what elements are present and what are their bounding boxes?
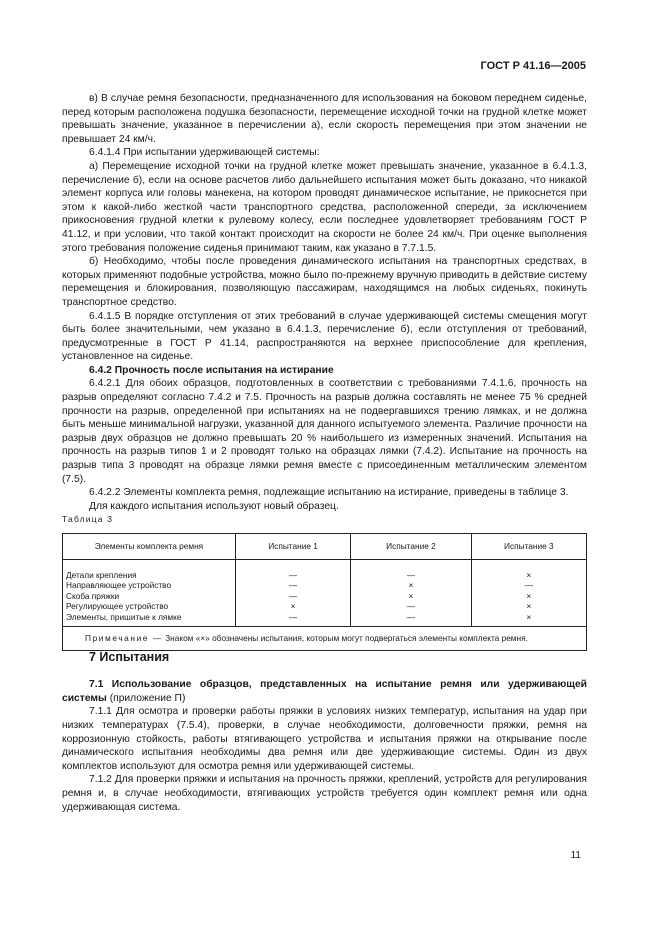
table-cell: Детали крепления xyxy=(63,559,236,580)
paragraph: в) В случае ремня безопасности, предназначенного для использования на боковом переднем сиденье, перед которым расположена подушка безопасности, перемещение исходной точки на грудной клетке может превышать значение, указанное в перечислении а), если скорость перемещения при этом значении не превышает 24 км/ч. xyxy=(62,93,587,145)
paragraph: б) Необходимо, чтобы после проведения динамического испытания на транспортных средствах, в которых применяют подобные устройства, можно было по-прежнему вручную приводить в действие систему перемещения и блокирования, позволяющую пассажирам, находящимся на любых сиденьях, покинуть транспортное средство. xyxy=(62,256,587,308)
table-cell: × xyxy=(351,591,472,602)
table-cell: — xyxy=(235,591,350,602)
table-cell: — xyxy=(471,580,586,591)
table-note-text: Знаком «×» обозначены испытания, которым могут подвергаться элементы комплекта ремня. xyxy=(165,632,528,643)
table-cell: × xyxy=(235,601,350,612)
table-row xyxy=(63,580,587,591)
paragraph: Для каждого испытания используют новый образец. xyxy=(89,500,339,512)
table-cell: — xyxy=(235,580,350,591)
table-cell: — xyxy=(235,559,350,580)
table-cell: × xyxy=(471,601,586,612)
column-header: Испытание 1 xyxy=(235,534,350,560)
subsection-title: Прочность после испытания на истирание xyxy=(114,364,334,376)
table-cell: — xyxy=(351,601,472,612)
table-cell: × xyxy=(471,591,586,602)
table-cell: — xyxy=(351,612,472,626)
paragraph: 6.4.1.4 При испытании удерживающей системы: xyxy=(89,147,320,159)
paragraph: 7.1.1 Для осмотра и проверки работы пряжки в условиях низких температур, испытания на удар при низких температурах (7.5.4), проверки, в случае необходимости, долговечности пряжки, ремня на коррозионную стойкость, работы втягивающего устройства и испытания пряжки на открывание после динамического испытания необходимы два ремня или две удерживающие системы. Один из двух комплектов используют для осмотра ремня или удерживающей системы. xyxy=(62,706,587,772)
paragraph: 6.4.1.5 В порядке отступления от этих требований в случае удерживающей системы смещения могут быть более значительными, чем указано в 6.4.1.3, перечисление б), если отступления от требований, предусмотренные в ГОСТ Р 41.14, распространяются на верхнее приспособление для крепления, установленное на сиденье. xyxy=(62,310,587,363)
table-row xyxy=(63,612,587,626)
table-cell: × xyxy=(471,612,586,626)
table-cell: × xyxy=(471,559,586,580)
table-3 xyxy=(62,533,587,651)
table-cell: — xyxy=(235,612,350,626)
column-header: Элементы комплекта ремня xyxy=(63,534,236,560)
table-note-row xyxy=(63,626,587,650)
table-cell: Направляющее устройство xyxy=(63,580,236,591)
column-header: Испытание 2 xyxy=(351,534,472,560)
paragraph: 6.4.2.2 Элементы комплекта ремня, подлежащие испытанию на истирание, приведены в таблице 3. xyxy=(89,487,569,499)
document-body xyxy=(62,92,587,814)
table-cell: Элементы, пришитые к лямке xyxy=(63,612,236,626)
subsection-heading-7-1 xyxy=(62,678,587,705)
paragraph: 6.4.2.1 Для обоих образцов, подготовленных в соответствии с требованиями 7.4.1.6, прочность на разрыв определяют согласно 7.4.2 и 7.5. Прочность на разрыв должна составлять не менее 75 % средней прочности на разрыв, определенной при испытаниях на не подвергавшихся трению лямках, и не должна быть меньше минимальной нагрузки, указанной для данного испытуемого элемента. Различие прочности на разрыв двух образцов не должно превышать 20 % наибольшего из измеренных значений. Испытания на прочность на разрыв типов 1 и 2 проводят только на образцах лямки (7.4.2). Испытание на прочность на разрыв типа 3 проводят на образце лямки ремня вместе с присоединенным металлическим элементом (7.5). xyxy=(62,378,587,485)
table-cell: Регулирующее устройство xyxy=(63,601,236,612)
table-row xyxy=(63,559,587,580)
table-cell: × xyxy=(351,580,472,591)
subsection-7-1-bold: 7.1 Использование образцов, представленных на испытание ремня или удерживающей системы xyxy=(62,679,587,704)
subsection-number: 6.4.2 xyxy=(89,364,112,376)
section-heading-7: 7 Испытания xyxy=(89,649,170,664)
table-caption: Таблица 3 xyxy=(62,514,114,525)
column-header: Испытание 3 xyxy=(471,534,586,560)
table-cell: Скоба пряжки xyxy=(63,591,236,602)
table-header-row xyxy=(63,534,587,560)
table-note-prefix: Примечание — xyxy=(85,632,163,643)
standard-code-header: ГОСТ Р 41.16—2005 xyxy=(480,60,586,72)
table-row xyxy=(63,601,587,612)
table-row xyxy=(63,591,587,602)
subsection-heading-6-4-2 xyxy=(62,364,587,378)
table-cell: — xyxy=(351,559,472,580)
page-number: 11 xyxy=(570,850,581,861)
subsection-7-1-rest: (приложение П) xyxy=(106,692,186,704)
paragraph: а) Перемещение исходной точки на грудной клетке может превышать значение, указанное в 6.4.1.3, перечисление б), если на основе расчетов либо дальнейшего испытания может быть доказано, что никакой элемент корпуса или головы манекена, на котором проводят динамическое испытание, не прикоснется при этом к какой-либо жесткой части транспортного средства, расположенной спереди, за исключением прикосновения грудной клетки к рулевому колесу, если последнее удовлетворяет требованиям ГОСТ Р 41.12, и при условии, что такой контакт происходит на скорости не более 24 км/ч. При оценке выполнения этого требования положение сиденья принимают таким, как указано в 7.7.1.5. xyxy=(62,160,587,254)
paragraph: 7.1.2 Для проверки пряжки и испытания на прочность пряжки, креплений, устройств для регулирования ремня и, в случае необходимости, втягивающих устройств требуется один комплект ремня или одна удерживающая система. xyxy=(62,774,587,813)
table-note xyxy=(63,626,587,650)
